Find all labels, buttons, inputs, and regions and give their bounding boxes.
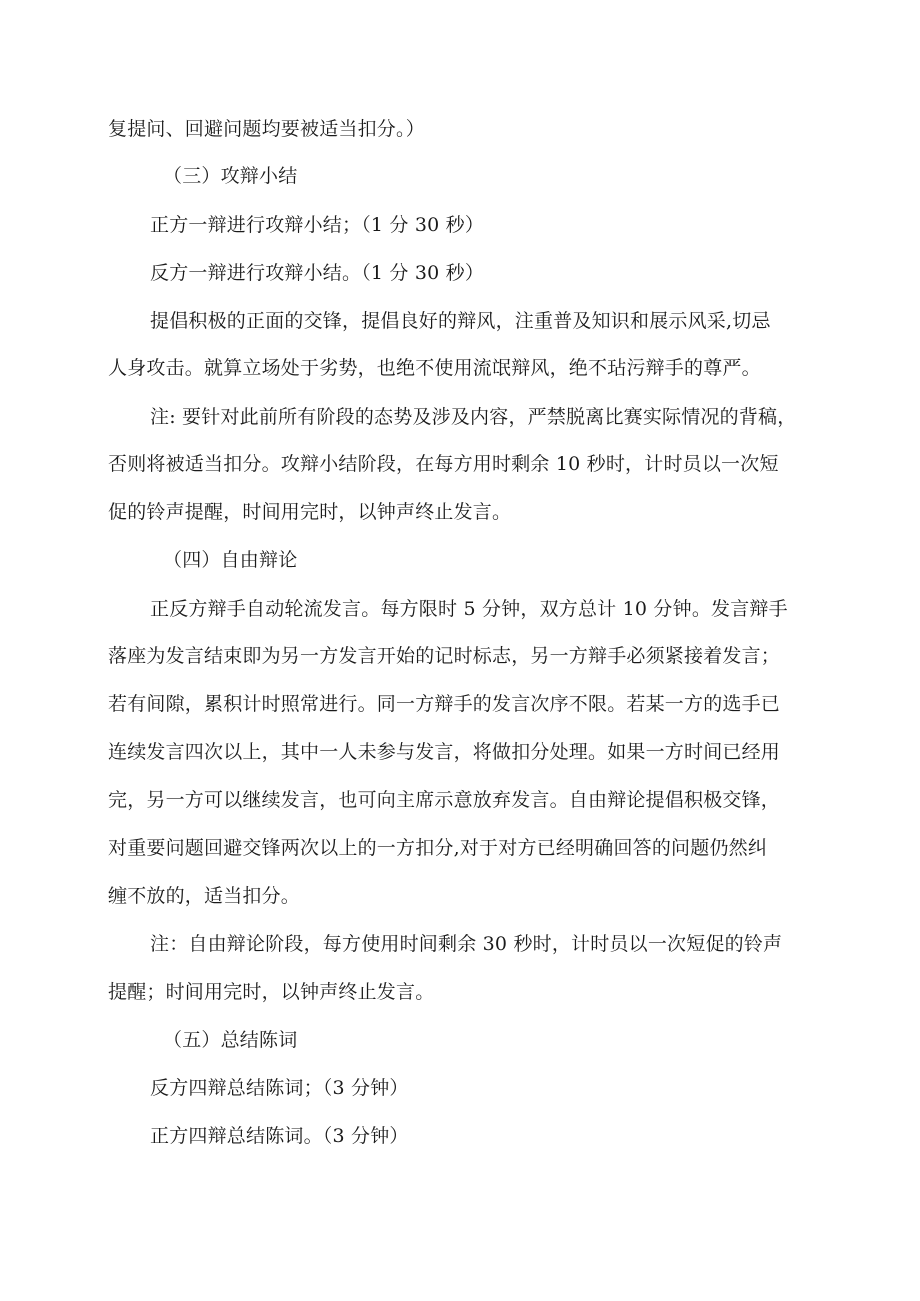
note-line: 注: 要针对此前所有阶段的态势及涉及内容，严禁脱离比赛实际情况的背稿， — [150, 406, 797, 428]
note-line: 提醒；时间用完时，以钟声终止发言。 — [108, 981, 435, 1003]
paragraph-line: 正反方辩手自动轮流发言。每方限时 5 分钟，双方总计 10 分钟。发言辩手 — [150, 598, 788, 620]
paragraph-line: 落座为发言结束即为另一方发言开始的记时标志，另一方辩手必须紧接着发言； — [108, 645, 781, 667]
paragraph-line: 完，另一方可以继续发言，也可向主席示意放弃发言。自由辩论提倡积极交锋， — [108, 789, 781, 811]
list-item: 反方四辩总结陈词；（3 分钟） — [150, 1077, 409, 1099]
paragraph-line: 若有间隙，累积计时照常进行。同一方辩手的发言次序不限。若某一方的选手已 — [108, 693, 781, 715]
paragraph-line: 缠不放的，适当扣分。 — [108, 885, 301, 907]
paragraph-line: 提倡积极的正面的交锋，提倡良好的辩风，注重普及知识和展示风采,切忌 — [150, 310, 771, 332]
list-item: 正方一辩进行攻辩小结；（1 分 30 秒） — [150, 214, 485, 236]
note-line: 促的铃声提醒，时间用完时，以钟声终止发言。 — [108, 501, 512, 523]
list-item: 正方四辩总结陈词。（3 分钟） — [150, 1125, 409, 1147]
note-line: 注：自由辩论阶段，每方使用时间剩余 30 秒时，计时员以一次短促的铃声 — [150, 933, 783, 955]
paragraph-line: 人身攻击。就算立场处于劣势，也绝不使用流氓辩风，绝不玷污辩手的尊严。 — [108, 357, 761, 379]
section-heading-free-debate: （四）自由辩论 — [163, 549, 298, 571]
list-item: 反方一辩进行攻辩小结。（1 分 30 秒） — [150, 262, 485, 284]
section-heading-closing-statement: （五）总结陈词 — [163, 1029, 298, 1051]
paragraph-line: 对重要问题回避交锋两次以上的一方扣分,对于对方已经明确回答的问题仍然纠 — [108, 837, 768, 859]
note-line: 否则将被适当扣分。攻辩小结阶段，在每方用时剩余 10 秒时，计时员以一次短 — [108, 453, 779, 475]
section-heading-attack-summary: （三）攻辩小结 — [163, 165, 298, 187]
paragraph-line: 连续发言四次以上，其中一人未参与发言，将做扣分处理。如果一方时间已经用 — [108, 741, 781, 763]
continuation-text: 复提问、回避问题均要被适当扣分。） — [108, 118, 425, 140]
